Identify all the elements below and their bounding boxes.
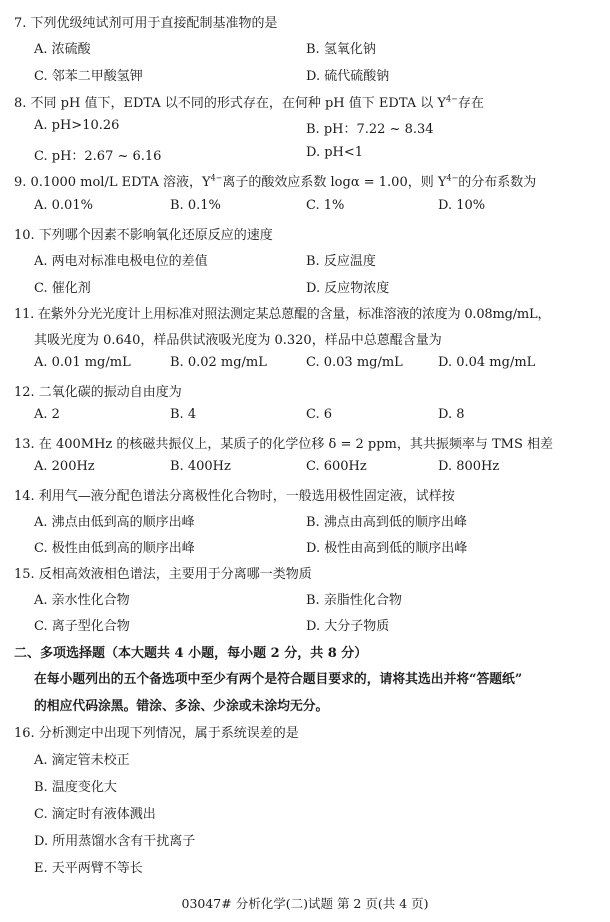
q11-option-b: B. 0.02 mg/mL xyxy=(170,355,267,370)
q10-option-a: A. 两电对标准电极电位的差值 xyxy=(34,254,208,269)
q16-option-d: D. 所用蒸馏水含有干扰离子 xyxy=(34,834,196,849)
section-instructions-line1: 在每小题列出的五个备选项中至少有两个是符合题目要求的，请将其选出并将“答题纸” xyxy=(34,672,523,687)
q12-option-d: D. 8 xyxy=(438,407,465,422)
q14-option-b: B. 沸点由高到低的顺序出峰 xyxy=(306,515,467,530)
q9-option-d: D. 10% xyxy=(438,198,486,213)
q15-option-a: A. 亲水性化合物 xyxy=(34,593,130,608)
q8-option-d: D. pH<1 xyxy=(306,145,364,160)
page-footer: 03047# 分析化学(二)试题 第 2 页(共 4 页) xyxy=(181,896,429,911)
section-title: 二、多项选择题（本大题共 4 小题，每小题 2 分，共 8 分） xyxy=(14,646,368,661)
question-10-stem: 10. 下列哪个因素不影响氧化还原反应的速度 xyxy=(14,228,273,243)
q16-option-e: E. 天平两臂不等长 xyxy=(34,861,143,876)
q15-option-d: D. 大分子物质 xyxy=(306,619,390,634)
q15-option-c: C. 离子型化合物 xyxy=(34,619,130,634)
question-11-stem-line2: 其吸光度为 0.640，样品供试液吸光度为 0.320，样品中总蒽醌含量为 xyxy=(34,333,442,348)
q12-option-b: B. 4 xyxy=(170,407,197,422)
q7-option-c: C. 邻苯二甲酸氢钾 xyxy=(34,69,143,84)
q11-option-d: D. 0.04 mg/mL xyxy=(438,355,536,370)
q9-option-b: B. 0.1% xyxy=(170,198,221,213)
q9-option-c: C. 1% xyxy=(306,198,345,213)
q10-option-c: C. 催化剂 xyxy=(34,281,91,296)
q12-option-a: A. 2 xyxy=(34,407,60,422)
q8-option-c: C. pH：2.67 ~ 6.16 xyxy=(34,149,162,164)
q13-option-d: D. 800Hz xyxy=(438,459,500,474)
q13-option-a: A. 200Hz xyxy=(34,459,95,474)
q9-option-a: A. 0.01% xyxy=(34,198,93,213)
question-14-stem: 14. 利用气—液分配色谱法分离极性化合物时，一般选用极性固定液，试样按 xyxy=(14,489,455,504)
q10-option-b: B. 反应温度 xyxy=(306,254,376,269)
q14-option-d: D. 极性由高到低的顺序出峰 xyxy=(306,541,468,556)
q14-option-a: A. 沸点由低到高的顺序出峰 xyxy=(34,515,195,530)
q8-option-b: B. pH：7.22 ~ 8.34 xyxy=(306,122,434,137)
q16-option-b: B. 温度变化大 xyxy=(34,780,117,795)
section-instructions-line2: 的相应代码涂黑。错涂、多涂、少涂或未涂均无分。 xyxy=(34,699,329,714)
question-16-stem: 16. 分析测定中出现下列情况，属于系统误差的是 xyxy=(14,726,299,741)
question-13-stem: 13. 在 400MHz 的核磁共振仪上，某质子的化学位移 δ = 2 ppm，其共振频率与 TMS 相差 xyxy=(14,437,554,452)
q12-option-c: C. 6 xyxy=(306,407,333,422)
q14-option-c: C. 极性由低到高的顺序出峰 xyxy=(34,541,195,556)
q16-option-c: C. 滴定时有液体溅出 xyxy=(34,807,156,822)
q13-option-c: C. 600Hz xyxy=(306,459,367,474)
q11-option-a: A. 0.01 mg/mL xyxy=(34,355,131,370)
q7-option-a: A. 浓硫酸 xyxy=(34,42,91,57)
q7-option-d: D. 硫代硫酸钠 xyxy=(306,69,390,84)
question-9-stem: 9. 0.1000 mol/L EDTA 溶液，$Y^{4-}$离子的酸效应系数 logα = 1.00，则 $Y^{4-}$的分布系数为 xyxy=(14,173,537,190)
question-15-stem: 15. 反相高效液相色谱法，主要用于分离哪一类物质 xyxy=(14,567,312,582)
q11-option-c: C. 0.03 mg/mL xyxy=(306,355,403,370)
question-11-stem: 11. 在紫外分光光度计上用标准对照法测定某总蒽醌的含量，标准溶液的浓度为 0.08mg/mL， xyxy=(14,307,551,322)
q10-option-d: D. 反应物浓度 xyxy=(306,281,390,296)
q7-option-b: B. 氢氧化钠 xyxy=(306,42,376,57)
q13-option-b: B. 400Hz xyxy=(170,459,231,474)
question-12-stem: 12. 二氧化碳的振动自由度为 xyxy=(14,385,182,400)
question-7-stem: 7. 下列优级纯试剂可用于直接配制基准物的是 xyxy=(14,16,278,31)
q15-option-b: B. 亲脂性化合物 xyxy=(306,593,402,608)
q16-option-a: A. 滴定管未校正 xyxy=(34,753,130,768)
question-8-stem: 8. 不同 pH 值下，EDTA 以不同的形式存在，在何种 pH 值下 EDTA 以 $Y^{4-}$存在 xyxy=(14,94,484,111)
q8-option-a: A. pH>10.26 xyxy=(34,118,120,133)
